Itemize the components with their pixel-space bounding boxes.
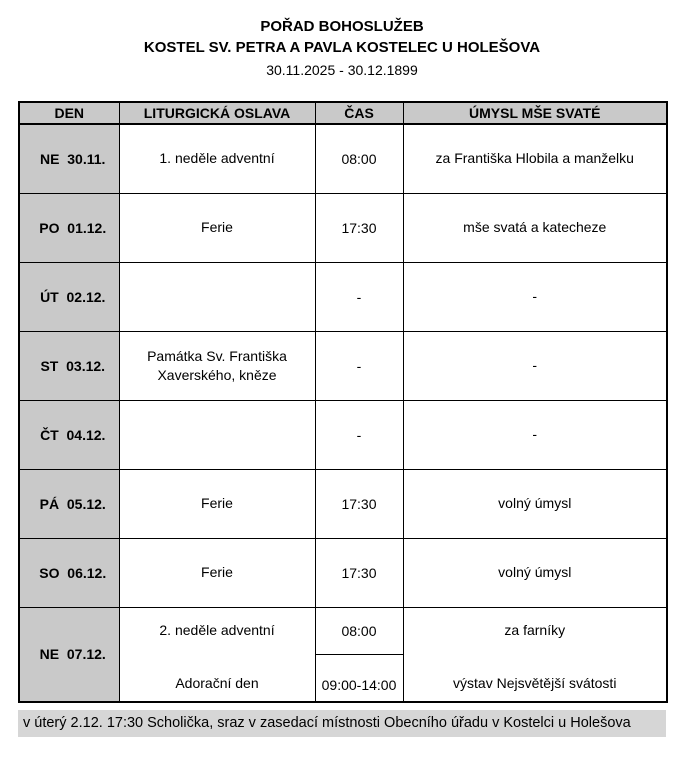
umysl-cell: -	[403, 262, 667, 331]
cas-cell: 08:00	[315, 607, 403, 654]
column-header-den: DEN	[19, 102, 119, 124]
column-header-umysl: ÚMYSL MŠE SVATÉ	[403, 102, 667, 124]
oslava-cell: 1. neděle adventní	[119, 124, 315, 193]
footer-note: v úterý 2.12. 17:30 Scholička, sraz v zasedací místnosti Obecního úřadu v Kostelci u Holešova	[18, 710, 666, 737]
page-subtitle: KOSTEL SV. PETRA A PAVLA KOSTELEC U HOLEŠOVA	[143, 39, 541, 56]
umysl-cell: -	[403, 331, 667, 400]
den-cell: PÁ 05.12.	[19, 469, 119, 538]
umysl-cell: mše svatá a katecheze	[403, 193, 667, 262]
umysl-cell: volný úmysl	[403, 538, 667, 607]
den-cell: ÚT 02.12.	[19, 262, 119, 331]
table-header-row	[19, 102, 667, 124]
table-row	[19, 262, 667, 331]
den-cell: NE 07.12.	[19, 607, 119, 702]
den-cell: NE 30.11.	[19, 124, 119, 193]
table-row	[19, 124, 667, 193]
cas-cell: -	[315, 331, 403, 400]
column-header-cas: ČAS	[315, 102, 403, 124]
oslava-cell: Ferie	[119, 538, 315, 607]
oslava-cell	[119, 262, 315, 331]
umysl-cell: za Františka Hlobila a manželku	[403, 124, 667, 193]
cas-cell: 17:30	[315, 538, 403, 607]
oslava-cell: Ferie	[119, 469, 315, 538]
cas-cell: 17:30	[315, 469, 403, 538]
umysl-cell: za farníky	[403, 607, 667, 654]
umysl-cell: -	[403, 400, 667, 469]
table-row	[19, 331, 667, 400]
page-title: POŘAD BOHOSLUŽEB	[260, 18, 424, 35]
cas-cell: 09:00-14:00	[315, 654, 403, 702]
oslava-cell: Adorační den	[119, 654, 315, 702]
oslava-cell: Ferie	[119, 193, 315, 262]
oslava-cell: Památka Sv. Františka Xaverského, kněze	[119, 331, 315, 400]
table-row	[19, 400, 667, 469]
table-row	[19, 193, 667, 262]
table-row	[19, 607, 667, 654]
table-row	[19, 469, 667, 538]
den-cell: ST 03.12.	[19, 331, 119, 400]
date-range: 30.11.2025 - 30.12.1899	[266, 62, 418, 78]
cas-cell: -	[315, 262, 403, 331]
oslava-cell: 2. neděle adventní	[119, 607, 315, 654]
table-row	[19, 538, 667, 607]
den-cell: SO 06.12.	[19, 538, 119, 607]
column-header-oslava: LITURGICKÁ OSLAVA	[119, 102, 315, 124]
cas-cell: 17:30	[315, 193, 403, 262]
umysl-cell: volný úmysl	[403, 469, 667, 538]
cas-cell: -	[315, 400, 403, 469]
den-cell: ČT 04.12.	[19, 400, 119, 469]
oslava-cell	[119, 400, 315, 469]
den-cell: PO 01.12.	[19, 193, 119, 262]
umysl-cell: výstav Nejsvětější svátosti	[403, 654, 667, 702]
schedule-table	[18, 101, 668, 703]
document-header	[18, 16, 666, 81]
cas-cell: 08:00	[315, 124, 403, 193]
